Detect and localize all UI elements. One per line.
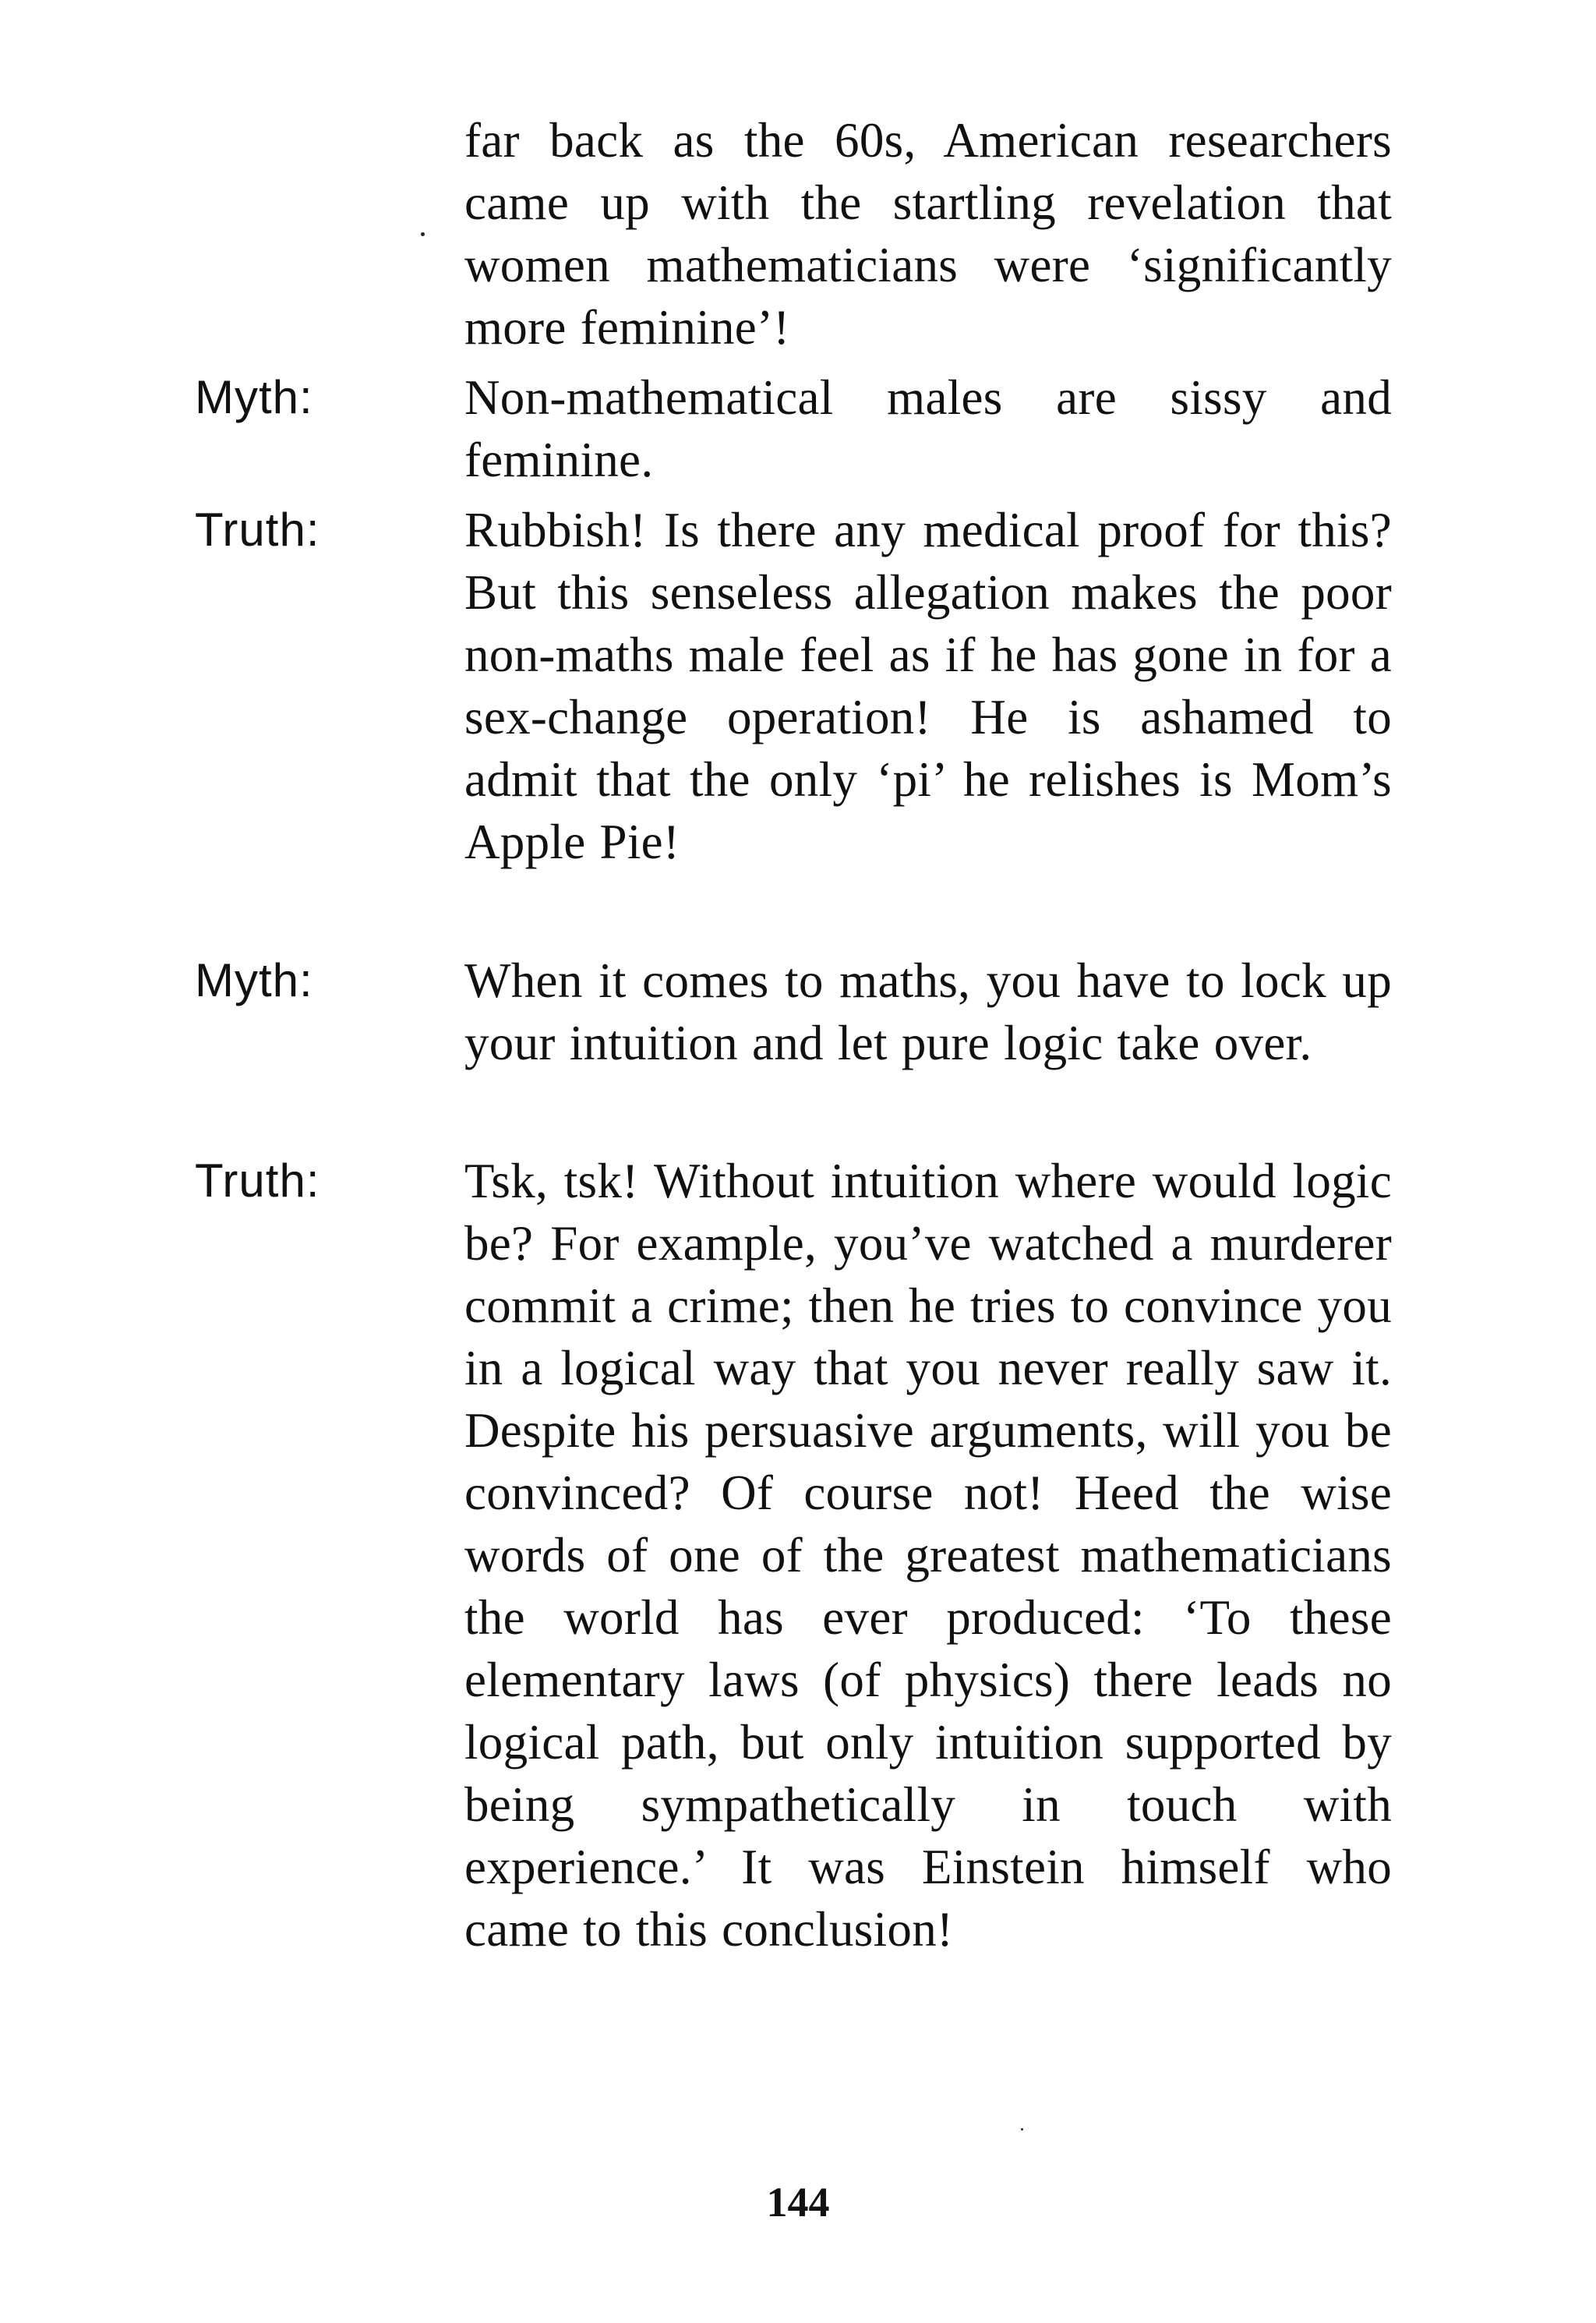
truth-label: Truth: <box>195 1154 320 1207</box>
myth-label: Myth: <box>195 371 313 423</box>
truth-text: Tsk, tsk! Without intuition where would logic be? For example, you’ve watched a murderer commit a crime; then he tries to convince you in a logical way that you never really saw it. Despite his persuasive arguments, will you be convinced? Of course not! Heed the wise words of one of the greatest mathematicians the world has ever produced: ‘To these elementary laws (of physics) there leads no logical path, but only intuition supported by being sympathetically in touch with experience.’ It was Einstein himself who came to this conclusion! <box>464 1154 1392 1957</box>
page-number: 144 <box>766 2179 830 2226</box>
myth-text: Non-mathematical males are sissy and feminine. <box>464 370 1392 487</box>
myth-text: When it comes to maths, you have to lock up your intuition and let pure logic take over. <box>464 953 1392 1070</box>
truth-text: Rubbish! Is there any medical proof for this? But this senseless allegation makes the poor non-maths male feel as if he has gone in for a sex-change operation! He is ashamed to admit that the only ‘pi’ he relishes is Mom’s Apple Pie! <box>464 503 1392 869</box>
scan-speck <box>421 232 425 236</box>
intro-paragraph: far back as the 60s, American researchers came up with the startling revelation that women mathematicians were ‘significantly more feminine’! <box>464 113 1392 355</box>
scan-speck <box>1021 2128 1023 2130</box>
truth-label: Truth: <box>195 504 320 556</box>
myth-label: Myth: <box>195 954 313 1006</box>
